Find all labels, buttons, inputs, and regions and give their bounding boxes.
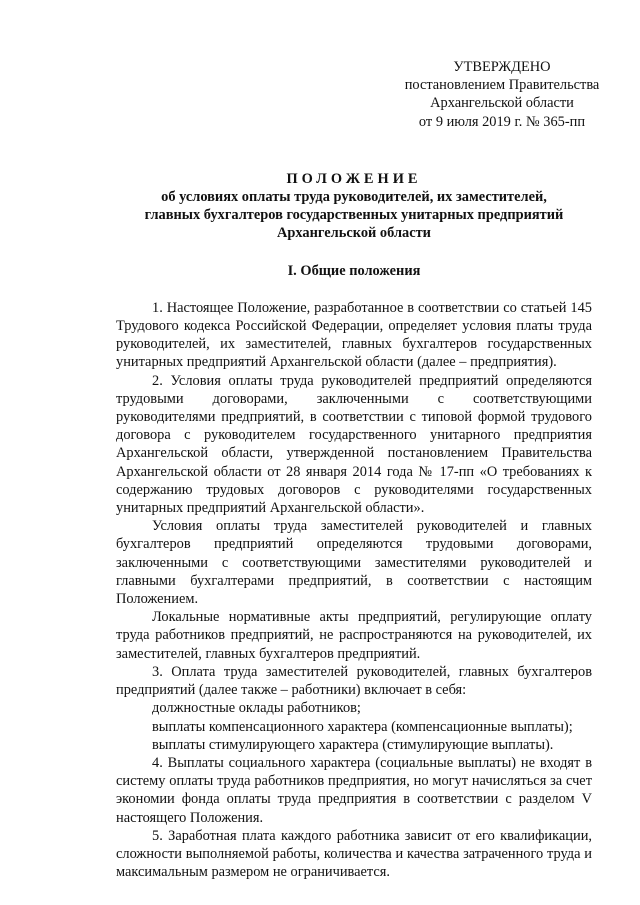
paragraph: 5. Заработная плата каждого работника зависит от его квалификации, сложности выполняемой работы, количества и качества затраченного труда и максимальным размером не ограничивается. <box>116 827 592 881</box>
section-heading: I. Общие положения <box>287 262 421 279</box>
approval-title: УТВЕРЖДЕНО <box>453 59 551 75</box>
approval-date: от 9 июля 2019 г. № 365-пп <box>418 113 586 130</box>
document-subtitle-line: об условиях оплаты труда руководителей, их заместителей, <box>161 189 547 206</box>
paragraph: 2. Условия оплаты труда руководителей предприятий определяются трудовыми договорами, заключенными с соответствующими руководителями предприятий, в соответствии с типовой формой трудового договора с руководителем государственного унитарного предприятия Архангельской области, утвержденной постановлением Правительства Архангельской области от 28 января 2014 года № 17-пп «О требованиях к содержанию трудовых договоров с руководителями государственных унитарных предприятий Архангельской области». <box>116 372 592 517</box>
document-subtitle-line: Архангельской области <box>277 225 431 242</box>
paragraph: Условия оплаты труда заместителей руководителей и главных бухгалтеров предприятий определяются трудовыми договорами, заключенными с соответствующими заместителями руководителей и главными бухгалтерами предприятий, в соответствии с настоящим Положением. <box>116 518 592 608</box>
approval-line: постановлением Правительства <box>404 77 600 94</box>
document-title <box>116 170 592 243</box>
paragraph: 1. Настоящее Положение, разработанное в соответствии со статьей 145 Трудового кодекса Российской Федерации, определяет условия платы труда руководителей, их заместителей, главных бухгалтеров государственных унитарных предприятий Архангельской области (далее – предприятия). <box>116 299 592 371</box>
document-subtitle-line: главных бухгалтеров государственных унитарных предприятий <box>144 207 564 224</box>
approval-line: Архангельской области <box>430 95 574 112</box>
approval-stamp <box>372 58 632 131</box>
document-title-main: ПОЛОЖЕНИЕ <box>286 170 422 187</box>
paragraph: 3. Оплата труда заместителей руководителей, главных бухгалтеров предприятий (далее также – работники) включает в себя: <box>116 663 592 699</box>
paragraph: Локальные нормативные акты предприятий, регулирующие оплату труда работников предприятий, не распространяются на руководителей, их заместителей, главных бухгалтеров предприятий. <box>116 609 592 662</box>
list-item: выплаты компенсационного характера (компенсационные выплаты); <box>152 718 573 735</box>
list-item: выплаты стимулирующего характера (стимулирующие выплаты). <box>152 736 554 753</box>
paragraph: 4. Выплаты социального характера (социальные выплаты) не входят в систему оплаты труда работников предприятия, но могут начисляться за счет экономии фонда оплаты труда предприятия в соответствии с разделом V настоящего Положения. <box>116 754 592 826</box>
document-body <box>116 299 592 882</box>
list-item: должностные оклады работников; <box>152 700 361 717</box>
